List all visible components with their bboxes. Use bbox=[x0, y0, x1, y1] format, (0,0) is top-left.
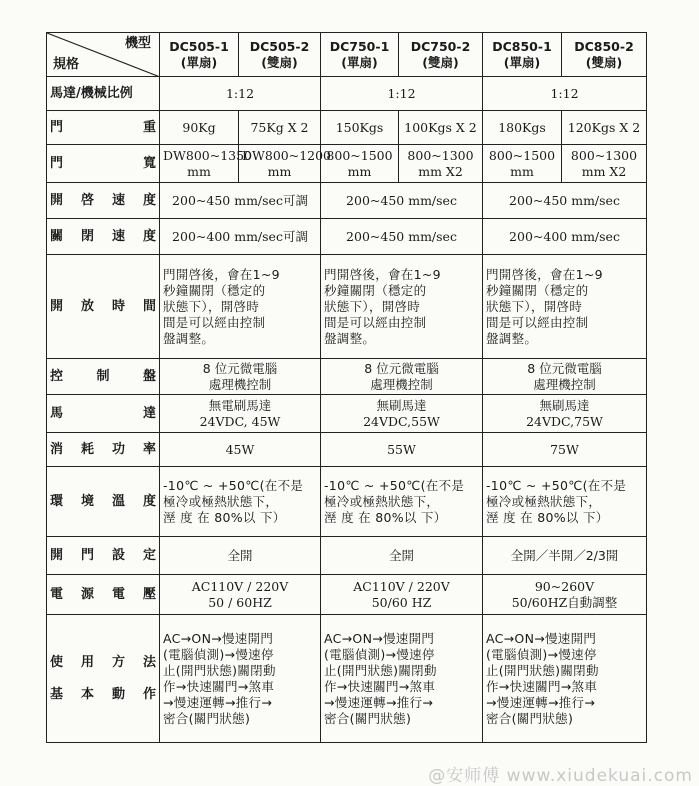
header-row bbox=[47, 33, 647, 77]
model-type: (單扇) bbox=[180, 54, 218, 70]
row-label: 關 閉 速 度 bbox=[47, 219, 160, 255]
cell-value: 200~400 mm/sec可調 bbox=[160, 219, 321, 255]
row-voltage bbox=[47, 575, 647, 615]
cell-value: 全開／半開／2/3開 bbox=[483, 537, 647, 575]
row-label: 馬 達 bbox=[47, 395, 160, 433]
cell-value: AC110V / 220V 50/60 HZ bbox=[321, 575, 483, 615]
model-header-cell bbox=[399, 33, 483, 77]
row-label: 消 耗 功 率 bbox=[47, 433, 160, 467]
model-type: (雙扇) bbox=[585, 54, 623, 70]
cell-value: 90Kg bbox=[160, 111, 239, 145]
cell-value: 8 位元微電腦 處理機控制 bbox=[160, 359, 321, 395]
cell-value: DW800~1350 mm bbox=[160, 145, 239, 183]
cell-value: -10℃ ~ +50℃(在不是 極冷或極熱狀態下， 溼 度 在 80%以 下） bbox=[321, 467, 483, 537]
row-label: 門 重 bbox=[47, 111, 160, 145]
cell-value: 200~450 mm/sec可調 bbox=[160, 183, 321, 219]
cell-value: 180Kgs bbox=[483, 111, 562, 145]
cell-value: 150Kgs bbox=[321, 111, 399, 145]
cell-value: -10℃ ~ +50℃(在不是 極冷或極熱狀態下， 溼 度 在 80%以 下） bbox=[483, 467, 647, 537]
model-name: DC850-1 bbox=[492, 38, 552, 54]
row-open-speed bbox=[47, 183, 647, 219]
model-name: DC750-2 bbox=[410, 38, 471, 54]
cell-value: 800~1500 mm bbox=[321, 145, 399, 183]
row-width bbox=[47, 145, 647, 183]
row-label: 環 境 溫 度 bbox=[47, 467, 160, 537]
row-label: 門 寬 bbox=[47, 145, 160, 183]
model-name: DC750-1 bbox=[329, 38, 390, 54]
cell-value: 800~1500 mm bbox=[483, 145, 562, 183]
row-label: 開 放 時 間 bbox=[47, 255, 160, 359]
model-type: (單扇) bbox=[341, 54, 378, 70]
cell-value: 無刷馬達 24VDC,75W bbox=[483, 395, 647, 433]
cell-value: 90~260V 50/60HZ自動調整 bbox=[483, 575, 647, 615]
row-label: 開 門 設 定 bbox=[47, 537, 160, 575]
cell-value: 門開啓後，會在1~9 秒鐘關閉（穩定的 狀態下），開啓時 間是可以經由控制 盤調整。 bbox=[483, 255, 647, 359]
row-temperature bbox=[47, 467, 647, 537]
cell-value: 無電刷馬達 24VDC, 45W bbox=[160, 395, 321, 433]
cell-value: 全開 bbox=[160, 537, 321, 575]
model-header-cell bbox=[160, 33, 239, 77]
cell-value: 門開啓後，會在1~9 秒鐘關閉（穩定的 狀態下），開啓時 間是可以經由控制 盤調整。 bbox=[160, 255, 321, 359]
row-close-speed bbox=[47, 219, 647, 255]
spec-header-label: 規格 bbox=[53, 57, 80, 72]
row-label: 控 制 盤 bbox=[47, 359, 160, 395]
cell-value: 100Kgs X 2 bbox=[399, 111, 483, 145]
cell-value: 全開 bbox=[321, 537, 483, 575]
row-open-time bbox=[47, 255, 647, 359]
cell-value: AC→ON→慢速開門 (電腦偵測)→慢速停 止(開門狀態)關閉動 作→快速關門→煞車 →慢速運轉→推行→ 密合(關門狀態) bbox=[483, 615, 647, 743]
row-power bbox=[47, 433, 647, 467]
model-name: DC505-1 bbox=[169, 38, 229, 54]
model-header-label: 機型 bbox=[124, 36, 151, 51]
row-weight bbox=[47, 111, 647, 145]
row-label: 馬達/機械比例 bbox=[47, 77, 160, 111]
cell-value: 200~450 mm/sec bbox=[483, 183, 647, 219]
model-header-cell bbox=[239, 33, 321, 77]
model-type: (雙扇) bbox=[261, 54, 298, 70]
header-corner-cell bbox=[47, 33, 160, 77]
watermark: @安师傅 www.xiudekuai.com bbox=[428, 766, 693, 786]
cell-value: 無刷馬達 24VDC,55W bbox=[321, 395, 483, 433]
model-header-cell bbox=[562, 33, 647, 77]
model-name: DC850-2 bbox=[574, 38, 634, 54]
cell-value: 8 位元微電腦 處理機控制 bbox=[321, 359, 483, 395]
cell-value: 1:12 bbox=[321, 77, 483, 111]
cell-value: 75Kg X 2 bbox=[239, 111, 321, 145]
spec-table bbox=[46, 32, 647, 743]
cell-value: 1:12 bbox=[483, 77, 647, 111]
cell-value: 45W bbox=[160, 433, 321, 467]
model-header-cell bbox=[321, 33, 399, 77]
row-motor bbox=[47, 395, 647, 433]
cell-value: 800~1300 mm X2 bbox=[562, 145, 647, 183]
row-ratio bbox=[47, 77, 647, 111]
cell-value: -10℃ ~ +50℃(在不是 極冷或極熱狀態下， 溼 度 在 80%以 下） bbox=[160, 467, 321, 537]
row-control bbox=[47, 359, 647, 395]
row-usage bbox=[47, 615, 647, 743]
cell-value: 200~400 mm/sec bbox=[483, 219, 647, 255]
cell-value: 1:12 bbox=[160, 77, 321, 111]
cell-value: 75W bbox=[483, 433, 647, 467]
row-label: 開 啓 速 度 bbox=[47, 183, 160, 219]
cell-value: AC→ON→慢速開門 (電腦偵測)→慢速停 止(開門狀態)關閉動 作→快速關門→煞車 →慢速運轉→推行→ 密合(關門狀態) bbox=[160, 615, 321, 743]
cell-value: 200~450 mm/sec bbox=[321, 219, 483, 255]
model-name: DC505-2 bbox=[249, 38, 310, 54]
cell-value: 門開啓後，會在1~9 秒鐘關閉（穩定的 狀態下），開啓時 間是可以經由控制 盤調整。 bbox=[321, 255, 483, 359]
cell-value: 55W bbox=[321, 433, 483, 467]
model-header-cell bbox=[483, 33, 562, 77]
cell-value: 120Kgs X 2 bbox=[562, 111, 647, 145]
cell-value: 8 位元微電腦 處理機控制 bbox=[483, 359, 647, 395]
row-label: 使 用 方 法 基 本 動 作 bbox=[47, 615, 160, 743]
cell-value: AC→ON→慢速開門 (電腦偵測)→慢速停 止(開門狀態)關閉動 作→快速關門→煞車 →慢速運轉→推行→ 密合(關門狀態) bbox=[321, 615, 483, 743]
cell-value: 200~450 mm/sec bbox=[321, 183, 483, 219]
model-type: (單扇) bbox=[503, 54, 541, 70]
model-type: (雙扇) bbox=[422, 54, 459, 70]
cell-value: 800~1300 mm X2 bbox=[399, 145, 483, 183]
cell-value: DW800~1200 mm bbox=[239, 145, 321, 183]
cell-value: AC110V / 220V 50 / 60HZ bbox=[160, 575, 321, 615]
row-label: 電 源 電 壓 bbox=[47, 575, 160, 615]
row-door-setting bbox=[47, 537, 647, 575]
